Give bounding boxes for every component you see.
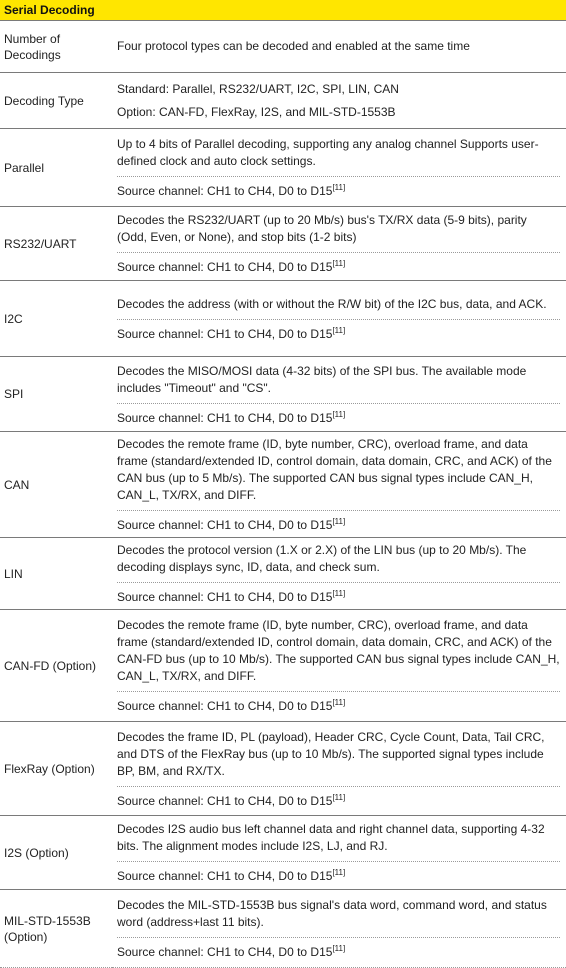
row-label: Decoding Type (0, 73, 112, 129)
source-channel (117, 583, 560, 609)
row-label: MIL-STD-1553B (Option) (0, 890, 112, 968)
spec-row-flexray (0, 722, 566, 816)
source-text: Source channel: CH1 to CH4, D0 to D15 (117, 590, 333, 604)
source-text: Source channel: CH1 to CH4, D0 to D15 (117, 410, 333, 425)
source-channel (117, 787, 560, 813)
source-channel (117, 404, 560, 430)
row-description: Up to 4 bits of Parallel decoding, supporting any analog channel Supports user-defined clock and auto clock settings. (117, 137, 539, 168)
footnote-ref: [11] (332, 325, 346, 335)
source-channel (117, 177, 560, 203)
source-text: Source channel: CH1 to CH4, D0 to D15 (117, 869, 333, 883)
spec-row-i2s (0, 816, 566, 890)
row-label: CAN (0, 432, 112, 538)
footnote-ref: [11] (332, 792, 346, 802)
row-description: Decodes the remote frame (ID, byte number, CRC), overload frame, and data frame (standard/extended ID, control domain, data domain, CRC, and ACK) of the CAN-FD bus (up to 10 Mb/s). The supported CAN bus signal types include CAN_H, CAN_L, TX/RX, and DIFF. (117, 618, 560, 683)
row-label: FlexRay (Option) (0, 722, 112, 816)
source-text: Source channel: CH1 to CH4, D0 to D15 (117, 184, 333, 198)
row-description: Decodes I2S audio bus left channel data and right channel data, supporting 4-32 bits. The alignment modes include I2S, LJ, and RJ. (117, 822, 545, 853)
footnote-ref: [11] (332, 589, 346, 598)
spec-row-spi (0, 357, 566, 432)
footnote-ref: [11] (332, 944, 346, 953)
spec-row-rs232-uart (0, 207, 566, 281)
spec-row-parallel (0, 129, 566, 207)
footnote-ref: [11] (332, 698, 346, 707)
spec-row-number-of-decodings (0, 21, 566, 73)
source-channel (117, 862, 560, 888)
source-channel (117, 320, 560, 346)
row-text: Four protocol types can be decoded and enabled at the same time (117, 39, 470, 53)
row-label: Number of Decodings (0, 21, 112, 73)
row-description: Decodes the MISO/MOSI data (4-32 bits) of the SPI bus. The available mode includes "Timeout" and "CS". (117, 363, 527, 395)
row-description: Decodes the MIL-STD-1553B bus signal's data word, command word, and status word (address+last 11 bits). (117, 898, 547, 929)
row-description: Decodes the frame ID, PL (payload), Header CRC, Cycle Count, Data, Tail CRC, and DTS of the FlexRay bus (up to 10 Mb/s). The supported signal types include BP, BM, and RX/TX. (117, 729, 545, 778)
source-channel (117, 938, 560, 964)
spec-row-mil-std-1553b (0, 890, 566, 968)
source-text: Source channel: CH1 to CH4, D0 to D15 (117, 793, 333, 808)
row-description: Decodes the protocol version (1.X or 2.X) of the LIN bus (up to 20 Mb/s). The decoding displays sync, ID, data, and check sum. (117, 543, 527, 574)
row-label: Parallel (0, 129, 112, 207)
table-header-row (0, 0, 566, 21)
row-description: Decodes the remote frame (ID, byte number, CRC), overload frame, and data frame (standard/extended ID, control domain, data domain, CRC, and ACK) of the CAN bus (up to 5 Mb/s). The supported CAN bus signal types include CAN_H, CAN_L, TX/RX, and DIFF. (117, 437, 552, 502)
footnote-ref: [11] (332, 517, 346, 526)
row-label: I2S (Option) (0, 816, 112, 890)
row-label: LIN (0, 538, 112, 610)
row-label: RS232/UART (0, 207, 112, 281)
option-types: Option: CAN-FD, FlexRay, I2S, and MIL-STD-1553B (117, 104, 396, 119)
source-text: Source channel: CH1 to CH4, D0 to D15 (117, 699, 333, 713)
row-description: Decodes the address (with or without the R/W bit) of the I2C bus, data, and ACK. (117, 296, 547, 311)
row-label: I2C (0, 281, 112, 357)
row-label: CAN-FD (Option) (0, 610, 112, 722)
source-channel (117, 692, 560, 718)
spec-row-can (0, 432, 566, 538)
spec-row-i2c (0, 281, 566, 357)
row-label: SPI (0, 357, 112, 432)
source-text: Source channel: CH1 to CH4, D0 to D15 (117, 260, 333, 274)
footnote-ref: [11] (332, 259, 346, 268)
source-text: Source channel: CH1 to CH4, D0 to D15 (117, 518, 333, 532)
section-title: Serial Decoding (0, 0, 566, 21)
source-text: Source channel: CH1 to CH4, D0 to D15 (117, 945, 333, 959)
standard-types: Standard: Parallel, RS232/UART, I2C, SPI, LIN, CAN (117, 81, 399, 96)
footnote-ref: [11] (332, 183, 346, 192)
row-description: Decodes the RS232/UART (up to 20 Mb/s) bus's TX/RX data (5-9 bits), parity (Odd, Even, or None), and stop bits (1-2 bits) (117, 213, 527, 244)
source-channel (117, 511, 560, 537)
source-channel (117, 253, 560, 279)
footnote-ref: [11] (332, 868, 346, 877)
footnote-ref: [11] (332, 409, 346, 419)
source-text: Source channel: CH1 to CH4, D0 to D15 (117, 326, 333, 341)
spec-row-lin (0, 538, 566, 610)
spec-row-can-fd (0, 610, 566, 722)
spec-row-decoding-type (0, 73, 566, 129)
